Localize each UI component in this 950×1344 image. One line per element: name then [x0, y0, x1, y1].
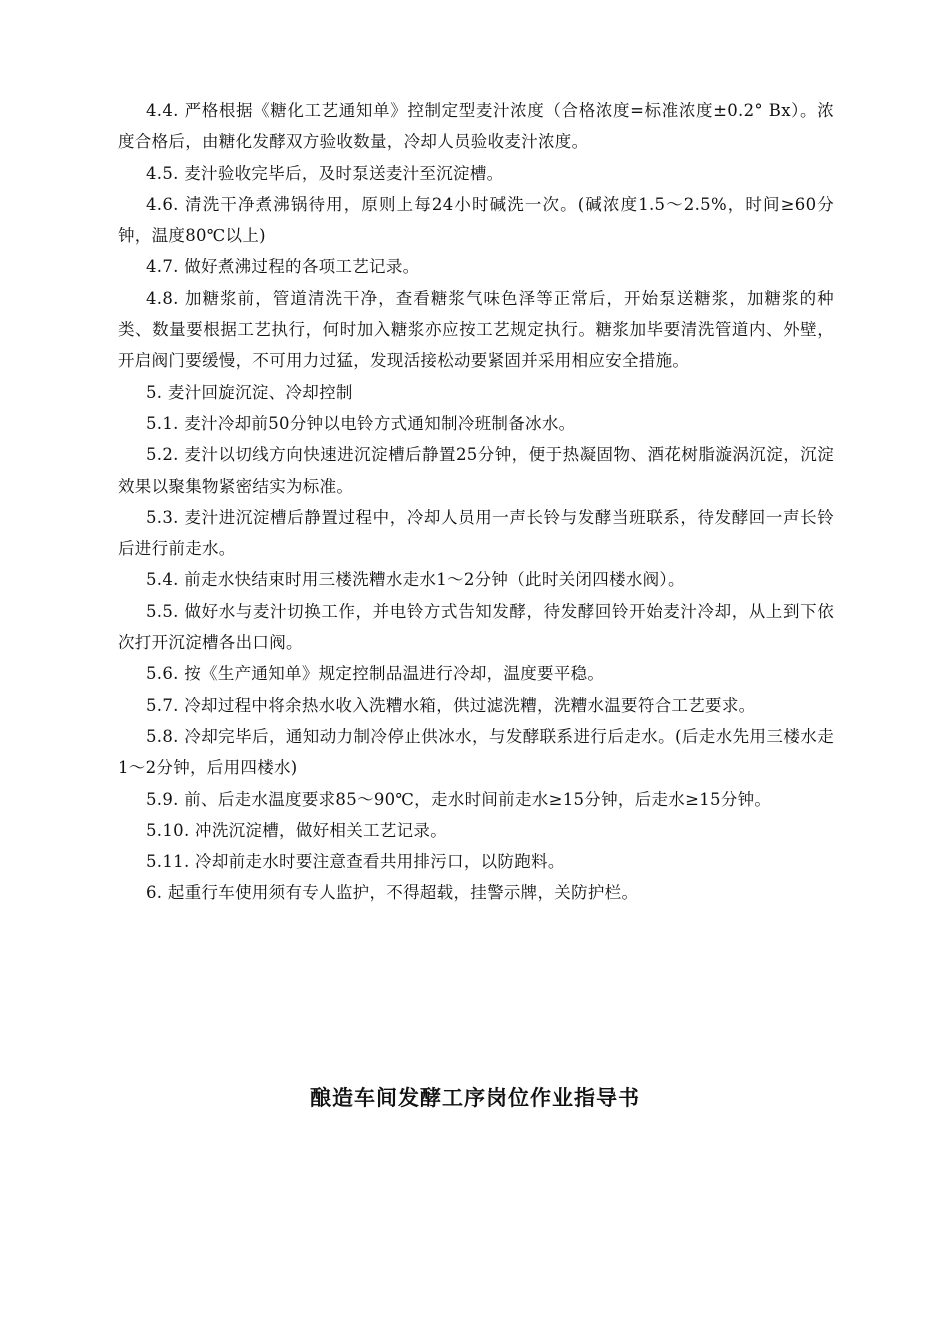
- paragraph-4-8: 4.8. 加糖浆前，管道清洗干净，查看糖浆气味色泽等正常后，开始泵送糖浆，加糖浆的种类、数量要根据工艺执行，何时加入糖浆亦应按工艺规定执行。糖浆加毕要清洗管道内、外壁，开启阀门要缓慢，不可用力过猛，发现活接松动要紧固并采用相应安全措施。: [118, 288, 834, 371]
- document-title: 酿造车间发酵工序岗位作业指导书: [310, 1086, 640, 1110]
- paragraph-5-4: 5.4. 前走水快结束时用三楼洗糟水走水1～2分钟（此时关闭四楼水阀）。: [146, 570, 685, 590]
- paragraph-5-1: 5.1. 麦汁冷却前50分钟以电铃方式通知制冷班制备冰水。: [146, 413, 576, 433]
- paragraph-5-11: 5.11. 冷却前走水时要注意查看共用排污口，以防跑料。: [146, 852, 565, 872]
- paragraph-5-8: 5.8. 冷却完毕后，通知动力制冷停止供冰水，与发酵联系进行后走水。(后走水先用三楼水走1～2分钟，后用四楼水): [118, 726, 834, 778]
- paragraph-4-7: 4.7. 做好煮沸过程的各项工艺记录。: [146, 257, 420, 277]
- paragraph-5-3: 5.3. 麦汁进沉淀槽后静置过程中，冷却人员用一声长铃与发酵当班联系，待发酵回一声长铃后进行前走水。: [118, 507, 834, 559]
- section-heading-5: 5. 麦汁回旋沉淀、冷却控制: [146, 382, 353, 402]
- paragraph-5-9: 5.9. 前、后走水温度要求85～90℃，走水时间前走水≥15分钟，后走水≥15分钟。: [146, 789, 772, 809]
- paragraph-4-6: 4.6. 清洗干净煮沸锅待用，原则上每24小时碱洗一次。(碱浓度1.5～2.5%，时间≥60分钟，温度80℃以上): [118, 194, 834, 246]
- paragraph-4-4: 4.4. 严格根据《糖化工艺通知单》控制定型麦汁浓度（合格浓度=标准浓度±0.2° Bx）。浓度合格后，由糖化发酵双方验收数量，冷却人员验收麦汁浓度。: [118, 101, 834, 152]
- document-body: [118, 95, 834, 909]
- paragraph-5-10: 5.10. 冲洗沉淀槽，做好相关工艺记录。: [146, 820, 448, 840]
- paragraph-5-7: 5.7. 冷却过程中将余热水收入洗糟水箱，供过滤洗糟，洗糟水温要符合工艺要求。: [146, 695, 756, 715]
- paragraph-5-2: 5.2. 麦汁以切线方向快速进沉淀槽后静置25分钟，便于热凝固物、酒花树脂漩涡沉淀，沉淀效果以聚集物紧密结实为标准。: [118, 445, 834, 496]
- paragraph-4-5: 4.5. 麦汁验收完毕后，及时泵送麦汁至沉淀槽。: [146, 163, 504, 183]
- paragraph-5-5: 5.5. 做好水与麦汁切换工作，并电铃方式告知发酵，待发酵回铃开始麦汁冷却，从上到下依次打开沉淀槽各出口阀。: [118, 601, 834, 653]
- paragraph-6: 6. 起重行车使用须有专人监护，不得超载，挂警示牌，关防护栏。: [146, 883, 639, 903]
- paragraph-5-6: 5.6. 按《生产通知单》规定控制品温进行冷却，温度要平稳。: [146, 664, 605, 684]
